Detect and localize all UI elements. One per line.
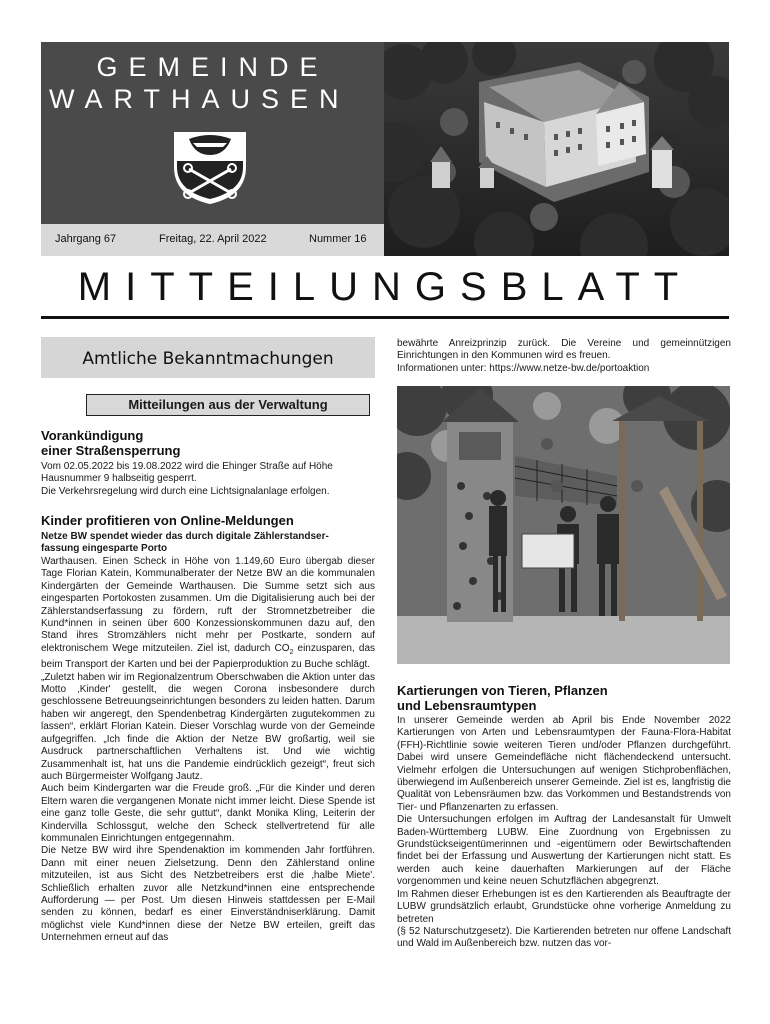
article3-heading-line1: Kartierungen von Tieren, Pflanzen <box>397 683 608 698</box>
article2-heading: Kinder profitieren von Online-Meldungen <box>41 513 294 528</box>
subsection-title: Mitteilungen aus der Verwaltung <box>128 397 328 412</box>
article2-paragraph: Die Netze BW wird ihre Spendenaktion im kommenden Jahr fortführen. Dann mit einer neuen Zielsetzung. Denn den Zählerstand online mitzuteilen, ist aus Sicht des Netzbetreibers erst die ‚halbe Miete'. Schließlich erhalten zuvor alle Netzkund*innen eine entsprechende Aufforderung — per Post. Um diesen Hinweis stattdessen per E-Mail senden zu können, bedarf es einer Einverständniserklärung. Damit möglichst viele Kund*innen diese der Netze BW erteilen, greift das Unternehmen erneut auf das <box>41 845 375 944</box>
masthead-title-line2: WARTHAUSEN <box>49 84 350 114</box>
article2-continuation <box>397 338 731 375</box>
article3-paragraph: (§ 52 Naturschutzgesetz). Die Kartierenden betreten nur offene Landschaft und Wald im Außenbereich bzw. nutzen das vor- <box>397 925 731 950</box>
article2-paragraph: „Zuletzt haben wir im Regionalzentrum Oberschwaben die Aktion unter das Motto ‚Kinder' gestellt, die wegen Corona insbesondere durch geschlossene Betreuungseinrichtungen besonders zu leiden hatten. Darum haben wir angeregt, den Spendenbetrag Kindergärten zugutekommen zu lassen“, erklärt Florian Katein. Dieser Vorschlag wurde von der Gemeinde aufgegriffen. „Ich finde die Aktion der Netze BW großartig, weil sie Ausdruck partnerschaftlichen Verhaltens ist. Und wie wichtig Zusammenhalt ist, hat uns die Pandemie eindrücklich gezeigt“, freut sich auch Bürgermeister Wolfgang Jautz. <box>41 671 375 782</box>
issue-info-bar <box>41 224 384 256</box>
issue-number: Nummer 16 <box>309 233 367 245</box>
article2-subheading-line2: fassung eingesparte Porto <box>41 543 168 554</box>
issue-date: Freitag, 22. April 2022 <box>159 233 267 245</box>
section-title: Amtliche Bekanntmachungen <box>82 349 334 369</box>
co2-subscript: 2 <box>289 648 294 656</box>
newsletter-title: MITTEILUNGSBLATT <box>77 265 693 309</box>
article2-paragraph-text: Warthausen. Einen Scheck in Höhe von 1.149,60 Euro übergab dieser Tage Florian Katein, Kommunalberater der Netze BW an die kommunalen Kindergärten der Gemeinde Warthausen. Die Summe setzt sich aus eingesparten Portokosten zusammen. Um die Digitalisierung auch bei der Zählerstandserfassung zu fördern, ruft der Stromnetzbetreiber die Kund*innen in seinen über 600 Konzessionskommunen dazu auf, den Stand ihres Stromzählers nicht mehr per Postkarte, sondern auf elektronischem Wege mitzuteilen. Ziel ist, dadurch CO <box>41 556 375 654</box>
coat-of-arms-icon <box>167 125 253 205</box>
article2-subheading <box>41 531 375 555</box>
article1-line: Hausnummer 9 halbseitig gesperrt. <box>41 473 197 485</box>
title-box <box>41 42 384 256</box>
article1-line: Vom 02.05.2022 bis 19.08.2022 wird die Ehinger Straße auf Höhe <box>41 461 333 472</box>
article1-body <box>41 461 375 498</box>
article3-paragraph: Im Rahmen dieser Erhebungen ist es den Kartierenden als Beauftragte der LUBW grundsätzlich erlaubt, Grundstücke ohne vorherige Anmeldung zu betreten <box>397 888 731 925</box>
masthead <box>41 42 729 256</box>
article2-paragraph <box>41 556 375 672</box>
title-divider <box>41 316 729 319</box>
article3-body <box>397 715 731 951</box>
article3-heading-line2: und Lebensraumtypen <box>397 698 537 713</box>
article2-info-link[interactable]: Informationen unter: https://www.netze-bw.de/portoaktion <box>397 362 650 374</box>
article2-paragraph-tail: einzusparen, das beim Transport der Karten und bei der Papierproduktion zu Buche schlägt. <box>41 642 375 671</box>
article1-heading-line1: Vorankündigung <box>41 428 144 443</box>
article1-heading <box>41 428 375 458</box>
subsection-banner <box>86 394 370 416</box>
article3-heading <box>397 683 731 713</box>
article1-line: Die Verkehrsregelung wird durch eine Lichtsignalanlage erfolgen. <box>41 485 330 497</box>
masthead-title-line1: GEMEINDE <box>96 52 329 82</box>
article1-heading-line2: einer Straßensperrung <box>41 443 181 458</box>
article2-paragraph: Auch beim Kindergarten war die Freude groß. „Für die Kinder und deren Eltern waren die vergangenen Monate nicht immer leicht. Diese Spende ist eine ganz tolle Geste, die sehr guttut“, dankt Monika Kling, Leiterin der Kindervilla Schlossgut, welche den Scheck stellvertretend für alle kommunalen Einrichtungen entgegennahm. <box>41 783 375 844</box>
section-banner <box>41 337 375 378</box>
playground-photo <box>397 386 730 664</box>
article2-continuation-text: bewährte Anreizprinzip zurück. Die Vereine und gemeinnützigen Einrichtungen in den Kommunen wird es freuen. <box>397 338 731 362</box>
article2-subheading-line1: Netze BW spendet wieder das durch digitale Zählerstandser- <box>41 531 329 542</box>
article2-body <box>41 556 375 945</box>
castle-photo <box>384 42 729 256</box>
article3-paragraph: In unserer Gemeinde werden ab April bis Ende November 2022 Kartierungen von Arten und Lebensraumtypen der Fauna-Flora-Habitat (FFH)-Richtlinie sowie weiteren Tieren und/oder Pflanzen durchgeführt. Dabei wird unsere Gemeindefläche nicht flächendeckend untersucht. Vielmehr erfolgen die Untersuchungen auf wenigen Stichprobenflächen, überwiegend im Außenbereich unserer Gemeinde. Ziel ist es, langfristig die Qualität von Lebensräumen bzw. das Vorkommen und Bestandstrends von Tier- und Pflanzenarten zu erfassen. <box>397 715 731 813</box>
jahrgang-label: Jahrgang 67 <box>55 233 117 245</box>
article3-paragraph: Die Untersuchungen erfolgen im Auftrag der Landesanstalt für Umwelt Baden-Württemberg LUBW. Eine Zuordnung von Ergebnissen zu Grundstückseigentümerinnen und -eigentümern oder Bewirtschaftenden findet bei der Erfassung und Auswertung der Kartierungen nicht statt. Es werden auch keine dauerhaften Markierungen auf der Fläche vorgenommen und keine neuen Schutzflächen abgegrenzt. <box>397 814 731 888</box>
